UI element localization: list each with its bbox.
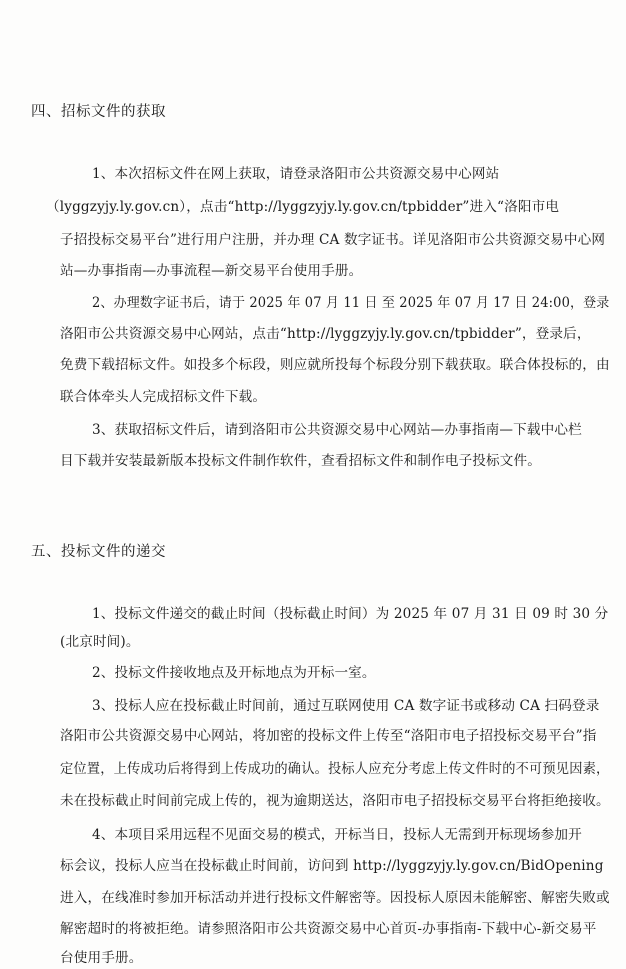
section-4-p2-line-2: 洛阳市公共资源交易中心网站，点击“http://lyggzyjy.ly.gov.cn/tpbidder”，登录后， [60,326,591,342]
section-5-p4-line-5: 台使用手册。 [60,950,143,966]
section-4-p1-line-1: 1、本次招标文件在网上获取，请登录洛阳市公共资源交易中心网站 [92,166,500,182]
section-5-p3-line-3: 定位置，上传成功后将得到上传成功的确认。投标人应充分考虑上传文件时的不可预见因素， [60,761,610,777]
section-4-p2-line-3: 免费下载招标文件。如投多个标段，则应就所投每个标段分别下载获取。联合体投标的，由 [60,357,610,373]
section-5-p1-line-2: (北京时间)。 [60,634,140,650]
section-5-p1-line-1: 1、投标文件递交的截止时间（投标截止时间）为 2025 年 07 月 31 日 09 时 30 分 [92,606,609,622]
section-5-p4-line-4: 解密超时的将被拒绝。请参照洛阳市公共资源交易中心首页-办事指南-下载中心-新交易平 [60,921,597,937]
section-4-p3-line-1: 3、获取招标文件后，请到洛阳市公共资源交易中心网站—办事指南—下载中心栏 [92,422,582,438]
section-4-p1-line-2: （lyggzyjy.ly.gov.cn），点击“http://lyggzyjy.ly.gov.cn/tpbidder”进入“洛阳市电 [46,199,560,215]
section-4-p2-line-4: 联合体牵头人完成招标文件下载。 [60,389,267,405]
section-5-heading: 五、投标文件的递交 [31,544,166,560]
section-5-p4-line-1: 4、本项目采用远程不见面交易的模式，开标当日，投标人无需到开标现场参加开 [92,827,582,843]
section-4-p1-line-4: 站—办事指南—办事流程—新交易平台使用手册。 [60,263,363,279]
section-4-p3-line-2: 目下载并安装最新版本投标文件制作软件，查看招标文件和制作电子投标文件。 [60,453,542,469]
section-4-p1-line-3: 子招投标交易平台”进行用户注册，并办理 CA 数字证书。详见洛阳市公共资源交易中心网 [60,232,606,248]
section-5-p3-line-1: 3、投标人应在投标截止时间前，通过互联网使用 CA 数字证书或移动 CA 扫码登录 [92,698,600,714]
section-5-p3-line-4: 未在投标截止时间前完成上传的，视为逾期送达，洛阳市电子招投标交易平台将拒绝接收。 [60,793,610,809]
section-4-heading: 四、招标文件的获取 [31,104,166,120]
section-5-p2-line-1: 2、投标文件接收地点及开标地点为开标一室。 [92,665,376,681]
section-4-p2-line-1: 2、办理数字证书后，请于 2025 年 07 月 11 日 至 2025 年 07 月 17 日 24:00，登录 [92,295,610,311]
section-5-p4-line-2: 标会议，投标人应当在投标截止时间前，访问到 http://lyggzyjy.ly.gov.cn/BidOpening [60,858,604,874]
section-5-p3-line-2: 洛阳市公共资源交易中心网站，将加密的投标文件上传至“洛阳市电子招投标交易平台”指 [60,728,597,744]
section-5-p4-line-3: 进入，在线准时参加开标活动并进行投标文件解密等。因投标人原因未能解密、解密失败或 [60,890,610,906]
